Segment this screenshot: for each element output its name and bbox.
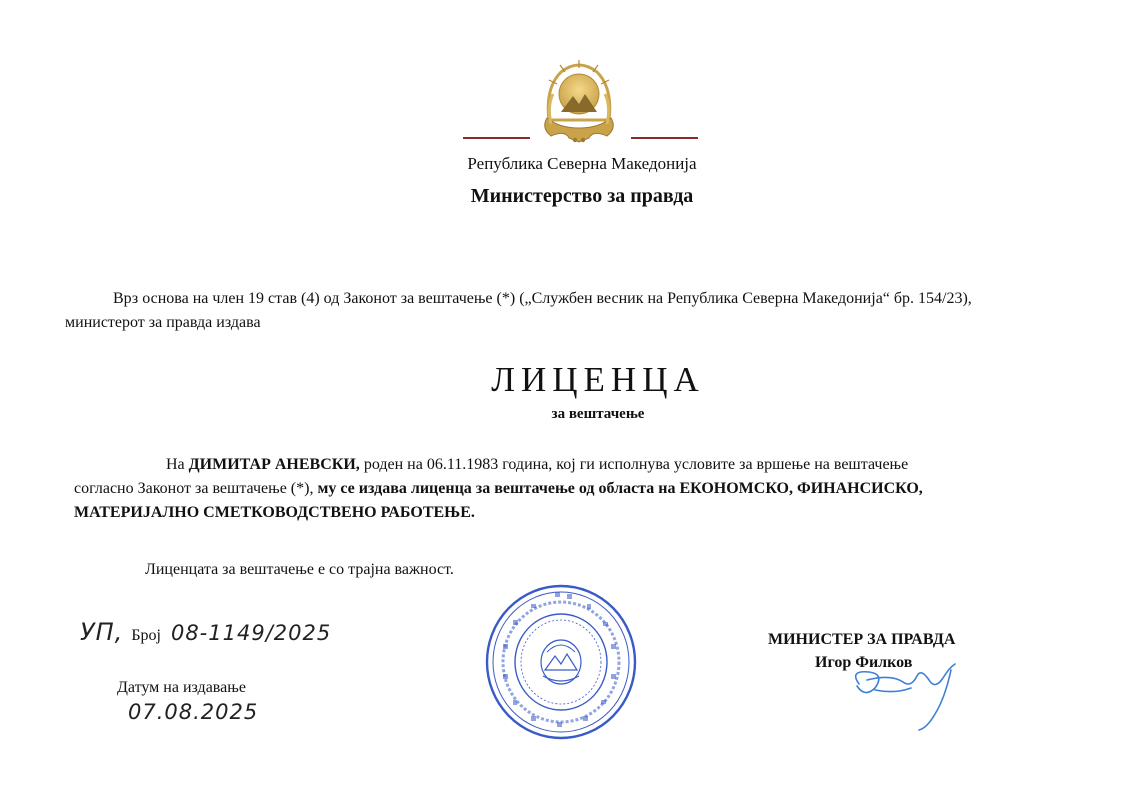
license-body-line-2 — [74, 477, 1074, 501]
coat-of-arms-icon — [539, 58, 619, 148]
handwritten-registry-number: 08-1149/2025 — [170, 621, 332, 645]
validity-statement: Лиценцата за вештачење е со трајна важност. — [145, 561, 454, 578]
license-body-paragraph — [74, 453, 1074, 525]
license-body-line-1 — [74, 453, 1074, 477]
document-title: ЛИЦЕНЦА — [491, 360, 705, 399]
body-line2-plain: согласно Законот за вештачење (*), — [74, 480, 318, 497]
signer-name: Игор Филков — [815, 654, 913, 671]
handwritten-registry-prefix: УП, — [80, 618, 124, 646]
handwritten-issue-date: 07.08.2025 — [128, 700, 259, 724]
legal-basis-line-2: министерот за правда издава — [65, 314, 261, 331]
official-seal-icon — [483, 582, 639, 742]
decorative-rule-right — [631, 137, 698, 139]
body-prefix: На — [166, 456, 189, 473]
body-line1-rest: роден на 06.11.1983 година, кој ги исполнува условите за вршење на вештачење — [359, 456, 909, 473]
licensee-name: ДИМИТАР АНЕВСКИ, — [188, 456, 360, 473]
license-body-line-3 — [74, 501, 1074, 525]
registry-number-label: Број — [131, 627, 161, 644]
signer-title: МИНИСТЕР ЗА ПРАВДА — [768, 631, 956, 648]
ministry-name: Министерство за правда — [470, 185, 694, 207]
handwritten-signature-icon — [845, 640, 975, 735]
body-line3-bold: МАТЕРИЈАЛНО СМЕТКОВОДСТВЕНО РАБОТЕЊЕ. — [74, 504, 475, 521]
legal-basis-paragraph — [65, 287, 1125, 335]
issue-date-label: Датум на издавање — [117, 679, 246, 696]
body-line2-bold: му се издава лиценца за вештачење од областа на ЕКОНОМСКО, ФИНАНСИСКО, — [317, 480, 923, 497]
legal-basis-line-1: Врз основа на член 19 став (4) од Законот за вештачење (*) („Службен весник на Република Северна Македонија“ бр. 154/23), — [113, 290, 972, 307]
decorative-rule-left — [463, 137, 530, 139]
country-name: Република Северна Македонија — [467, 154, 697, 173]
registry-number — [80, 618, 331, 646]
document-subtitle: за вештачење — [551, 406, 645, 422]
